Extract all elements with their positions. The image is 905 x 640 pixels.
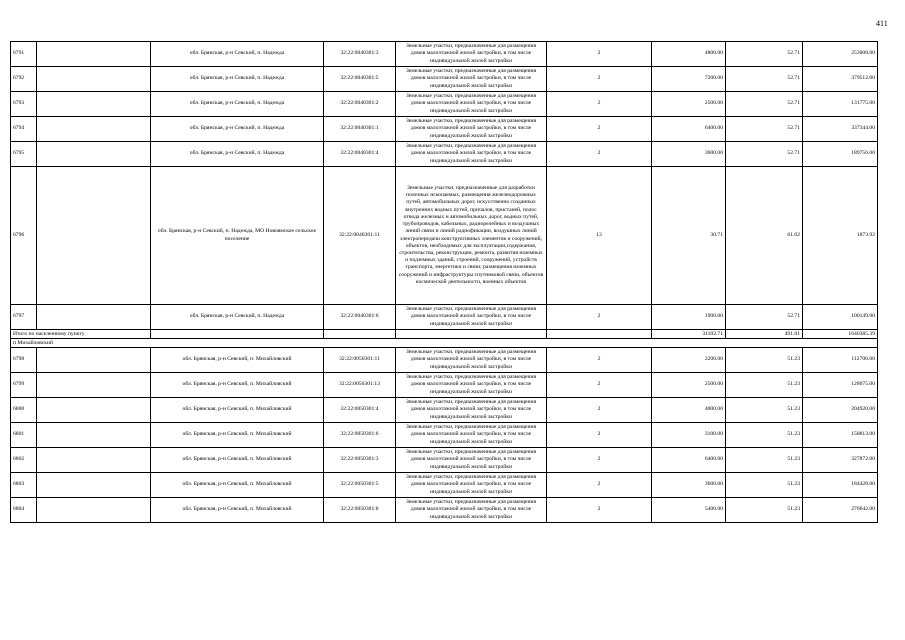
cadastral-number: 32:22:0040301:3 — [324, 42, 396, 67]
cadastral-value: 128075.00 — [803, 373, 878, 398]
land-use-description: Земельные участки, предназначенные для размещения домов малоэтажной жилой застройки, в том числе индивидуальной жилой застройки — [396, 142, 547, 167]
table-row — [11, 305, 878, 330]
area: 3600.00 — [652, 473, 726, 498]
rate: 51.23 — [726, 398, 803, 423]
table-row — [11, 348, 878, 373]
land-use-description: Земельные участки, предназначенные для размещения домов малоэтажной жилой застройки, в том числе индивидуальной жилой застройки — [396, 348, 547, 373]
row-number: 6795 — [11, 142, 37, 167]
row-number: 6803 — [11, 473, 37, 498]
group-code: 2 — [547, 373, 652, 398]
total-value: 1640385.39 — [803, 330, 878, 339]
row-number: 6793 — [11, 92, 37, 117]
rate: 52.71 — [726, 92, 803, 117]
cadastral-value: 379512.00 — [803, 67, 878, 92]
cadastral-value: 204920.00 — [803, 398, 878, 423]
cadastral-value: 100149.00 — [803, 305, 878, 330]
row-number: 6799 — [11, 373, 37, 398]
land-use-description: Земельные участки, предназначенные для размещения домов малоэтажной жилой застройки, в том числе индивидуальной жилой застройки — [396, 42, 547, 67]
rate: 51.23 — [726, 348, 803, 373]
group-code: 2 — [547, 67, 652, 92]
cadastral-value: 276642.00 — [803, 498, 878, 523]
area: 4000.00 — [652, 398, 726, 423]
group-code: 2 — [547, 398, 652, 423]
address: обл. Брянская, р-н Севский, п. Михайловский — [151, 498, 324, 523]
table-row — [11, 423, 878, 448]
cadastral-value: 131775.00 — [803, 92, 878, 117]
rate: 52.71 — [726, 305, 803, 330]
row-number: 6802 — [11, 448, 37, 473]
group-code: 2 — [547, 142, 652, 167]
group-code: 2 — [547, 473, 652, 498]
locality-name: п Михайловский — [11, 339, 878, 348]
table-row — [11, 92, 878, 117]
total-label: Итого по населенному пункту — [11, 330, 151, 339]
rate: 51.23 — [726, 473, 803, 498]
rate: 52.71 — [726, 142, 803, 167]
address: обл. Брянская, р-н Севский, п. Михайловский — [151, 373, 324, 398]
row-number: 6798 — [11, 348, 37, 373]
area: 2500.00 — [652, 373, 726, 398]
cadastral-value: 327872.00 — [803, 448, 878, 473]
table-row — [11, 117, 878, 142]
cadastral-value: 112706.00 — [803, 348, 878, 373]
address: обл. Брянская, р-н Севский, п. Михайловский — [151, 448, 324, 473]
land-use-description: Земельные участки, предназначенные для размещения домов малоэтажной жилой застройки, в том числе индивидуальной жилой застройки — [396, 498, 547, 523]
cadastral-number: 32:22:0050301:11 — [324, 348, 396, 373]
row-number: 6792 — [11, 67, 37, 92]
table-row — [11, 448, 878, 473]
address: обл. Брянская, р-н Севский, п. Надежда, МО Новоямское сельское поселение — [151, 167, 324, 305]
area: 30.71 — [652, 167, 726, 305]
page-number: 411 — [876, 19, 888, 28]
land-use-description: Земельные участки, предназначенные для размещения домов малоэтажной жилой застройки, в том числе индивидуальной жилой застройки — [396, 448, 547, 473]
cadastral-value: 253008.00 — [803, 42, 878, 67]
land-use-description: Земельные участки, предназначенные для размещения домов малоэтажной жилой застройки, в том числе индивидуальной жилой застройки — [396, 67, 547, 92]
address: обл. Брянская, р-н Севский, п. Михайловский — [151, 423, 324, 448]
rate: 51.23 — [726, 498, 803, 523]
address: обл. Брянская, р-н Севский, п. Михайловский — [151, 473, 324, 498]
row-number: 6791 — [11, 42, 37, 67]
land-use-description: Земельные участки, предназначенные для разработки полезных ископаемых, размещения железнодорожных путей, автомобильных дорог, искусственно созданных внутренних водных путей, причалов, пристаней, полос отвода железных и автомобильных дорог, водных путей, трубопроводов, кабельных, радиорелейных и воздушных линий связи и линий радиофикации, воздушных линий электропередачи конструктивных элементов и сооружений, объектов, необходимых для эксплуатации,содержания, строительства, реконструкции, ремонта, развития наземных и подземных зданий, строений, сооружений, устройств транспорта, энергетики и связи; размещения наземных сооружений и инфраструктуры спутниковой связи, объектов космической деятельности, военных объектов — [396, 167, 547, 305]
address: обл. Брянская, р-н Севский, п. Надежда — [151, 42, 324, 67]
table-row — [11, 142, 878, 167]
cadastral-number: 32:22:0040301:1 — [324, 117, 396, 142]
area: 3100.00 — [652, 423, 726, 448]
group-code: 2 — [547, 498, 652, 523]
cadastral-value-table — [10, 41, 878, 523]
row-number: 6800 — [11, 398, 37, 423]
area: 7200.00 — [652, 67, 726, 92]
table-row — [11, 67, 878, 92]
group-code: 2 — [547, 117, 652, 142]
locality-header-row — [11, 339, 878, 348]
table-row — [11, 473, 878, 498]
cadastral-value: 1873.92 — [803, 167, 878, 305]
table-row — [11, 398, 878, 423]
cadastral-number: 32:22:0050301:3 — [324, 448, 396, 473]
cadastral-number: 32:22:0050301:8 — [324, 498, 396, 523]
group-code: 2 — [547, 42, 652, 67]
cadastral-number: 32:22:0040301:11 — [324, 167, 396, 305]
land-use-description: Земельные участки, предназначенные для размещения домов малоэтажной жилой застройки, в том числе индивидуальной жилой застройки — [396, 373, 547, 398]
rate: 52.71 — [726, 117, 803, 142]
cadastral-number: 32:22:0040301:4 — [324, 142, 396, 167]
area: 2200.00 — [652, 348, 726, 373]
area: 6400.00 — [652, 117, 726, 142]
group-code: 2 — [547, 348, 652, 373]
cadastral-number: 32:22:0040301:6 — [324, 305, 396, 330]
row-number: 6804 — [11, 498, 37, 523]
locality-total-row — [11, 330, 878, 339]
cadastral-value: 184428.00 — [803, 473, 878, 498]
table-row — [11, 167, 878, 305]
group-code: 2 — [547, 305, 652, 330]
table-row — [11, 42, 878, 67]
area: 4800.00 — [652, 42, 726, 67]
row-number: 6797 — [11, 305, 37, 330]
area: 6400.00 — [652, 448, 726, 473]
row-number: 6796 — [11, 167, 37, 305]
address: обл. Брянская, р-н Севский, п. Михайловский — [151, 348, 324, 373]
land-use-description: Земельные участки, предназначенные для размещения домов малоэтажной жилой застройки, в том числе индивидуальной жилой застройки — [396, 92, 547, 117]
land-use-description: Земельные участки, предназначенные для размещения домов малоэтажной жилой застройки, в том числе индивидуальной жилой застройки — [396, 305, 547, 330]
address: обл. Брянская, р-н Севский, п. Надежда — [151, 67, 324, 92]
group-code: 2 — [547, 92, 652, 117]
cadastral-number: 32:22:0040301:2 — [324, 92, 396, 117]
rate: 61.02 — [726, 167, 803, 305]
cadastral-number: 32:22:0050301:5 — [324, 473, 396, 498]
cadastral-number: 32:22:0050301:13 — [324, 373, 396, 398]
rate: 52.71 — [726, 67, 803, 92]
cadastral-value: 158813.00 — [803, 423, 878, 448]
row-number: 6794 — [11, 117, 37, 142]
rate: 51.23 — [726, 373, 803, 398]
cadastral-number: 32:22:0040301:5 — [324, 67, 396, 92]
rate: 51.23 — [726, 423, 803, 448]
cadastral-number: 32:22:0050301:6 — [324, 423, 396, 448]
rate: 52.71 — [726, 42, 803, 67]
group-code: 13 — [547, 167, 652, 305]
cadastral-value: 189756.00 — [803, 142, 878, 167]
cadastral-number: 32:22:0050301:4 — [324, 398, 396, 423]
address: обл. Брянская, р-н Севский, п. Надежда — [151, 117, 324, 142]
cadastral-value: 337344.00 — [803, 117, 878, 142]
area: 1900.00 — [652, 305, 726, 330]
row-number: 6801 — [11, 423, 37, 448]
address: обл. Брянская, р-н Севский, п. Михайловский — [151, 398, 324, 423]
address: обл. Брянская, р-н Севский, п. Надежда — [151, 142, 324, 167]
address: обл. Брянская, р-н Севский, п. Надежда — [151, 92, 324, 117]
land-use-description: Земельные участки, предназначенные для размещения домов малоэтажной жилой застройки, в том числе индивидуальной жилой застройки — [396, 423, 547, 448]
table-row — [11, 498, 878, 523]
group-code: 2 — [547, 448, 652, 473]
land-use-description: Земельные участки, предназначенные для размещения домов малоэтажной жилой застройки, в том числе индивидуальной жилой застройки — [396, 117, 547, 142]
address: обл. Брянская, р-н Севский, п. Надежда — [151, 305, 324, 330]
table-row — [11, 373, 878, 398]
rate: 51.23 — [726, 448, 803, 473]
land-use-description: Земельные участки, предназначенные для размещения домов малоэтажной жилой застройки, в том числе индивидуальной жилой застройки — [396, 473, 547, 498]
area: 3600.00 — [652, 142, 726, 167]
area: 5400.00 — [652, 498, 726, 523]
total-area: 31102.71 — [652, 330, 726, 339]
group-code: 2 — [547, 423, 652, 448]
total-rate: 491.01 — [726, 330, 803, 339]
area: 2500.00 — [652, 92, 726, 117]
land-use-description: Земельные участки, предназначенные для размещения домов малоэтажной жилой застройки, в том числе индивидуальной жилой застройки — [396, 398, 547, 423]
